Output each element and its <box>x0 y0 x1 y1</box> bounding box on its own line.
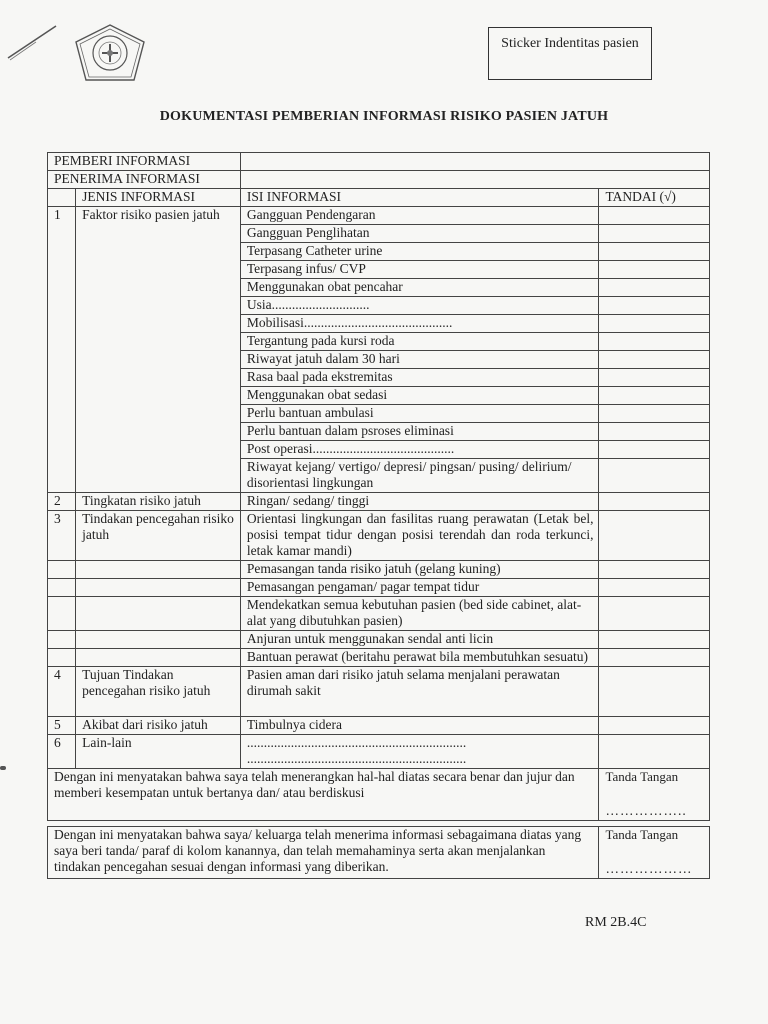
receiver-signature-cell[interactable] <box>599 827 710 879</box>
table-row <box>48 493 710 511</box>
patient-identity-sticker-box <box>488 27 652 80</box>
check-cell[interactable] <box>599 459 710 493</box>
info-item: Riwayat kejang/ vertigo/ depresi/ pingsan/ pusing/ delirium/ disorientasi lingkungan <box>240 459 599 493</box>
table-row <box>48 667 710 717</box>
table-row <box>48 735 710 769</box>
info-item: Pasien aman dari risiko jatuh selama menjalani perawatan dirumah sakit <box>240 667 599 717</box>
section-number: 5 <box>48 717 76 735</box>
info-item: Perlu bantuan dalam psroses eliminasi <box>240 423 599 441</box>
section-label: Tingkatan risiko jatuh <box>76 493 241 511</box>
signature-line: ……………… <box>605 861 693 876</box>
info-item: Usia............................. <box>240 297 599 315</box>
check-cell[interactable] <box>599 561 710 579</box>
section-number: 1 <box>48 207 76 493</box>
section-label: Tujuan Tindakan pencegahan risiko jatuh <box>76 667 241 717</box>
check-cell[interactable] <box>599 405 710 423</box>
info-item: Menggunakan obat sedasi <box>240 387 599 405</box>
check-cell[interactable] <box>599 225 710 243</box>
table-row <box>48 649 710 667</box>
receiver-declaration-row <box>48 827 710 879</box>
table-row <box>48 153 710 171</box>
check-cell[interactable] <box>599 717 710 735</box>
check-cell[interactable] <box>599 579 710 597</box>
check-cell[interactable] <box>599 631 710 649</box>
section-number: 6 <box>48 735 76 769</box>
dotted-line: ................................................................. <box>246 751 467 766</box>
pemberi-label: PEMBERI INFORMASI <box>48 153 241 171</box>
info-item: Mendekatkan semua kebutuhan pasien (bed side cabinet, alat-alat yang dibutuhkan pasien) <box>240 597 599 631</box>
penerima-label: PENERIMA INFORMASI <box>48 171 241 189</box>
check-cell[interactable] <box>599 207 710 225</box>
table-row <box>48 561 710 579</box>
info-item: Menggunakan obat pencahar <box>240 279 599 297</box>
document-title: DOKUMENTASI PEMBERIAN INFORMASI RISIKO PASIEN JATUH <box>159 109 609 124</box>
check-cell[interactable] <box>599 243 710 261</box>
penerima-field[interactable] <box>240 171 709 189</box>
signature-label: Tanda Tangan <box>605 827 679 842</box>
lain-lain-field[interactable] <box>240 735 599 769</box>
sticker-label: Sticker Indentitas pasien <box>501 36 639 51</box>
check-cell[interactable] <box>599 667 710 717</box>
info-item: Pemasangan tanda risiko jatuh (gelang kuning) <box>240 561 599 579</box>
receiver-declaration-text: Dengan ini menyatakan bahwa saya/ keluarga telah menerima informasi sebagaimana diatas yang saya beri tanda/ paraf di kolom kanannya, dan telah memahaminya serta akan menjalankan tindakan pencegahan sesuai dengan informasi yang diberikan. <box>48 827 599 879</box>
giver-declaration-row <box>48 769 710 821</box>
table-row <box>48 171 710 189</box>
info-item: Rasa baal pada ekstremitas <box>240 369 599 387</box>
check-cell[interactable] <box>599 297 710 315</box>
info-item: Gangguan Pendengaran <box>240 207 599 225</box>
pemberi-field[interactable] <box>240 153 709 171</box>
section-number: 4 <box>48 667 76 717</box>
signature-line: …………….. <box>605 803 687 818</box>
info-item: Pemasangan pengaman/ pagar tempat tidur <box>240 579 599 597</box>
info-item: Ringan/ sedang/ tinggi <box>240 493 599 511</box>
info-item: Bantuan perawat (beritahu perawat bila membutuhkan sesuatu) <box>240 649 599 667</box>
info-item: Terpasang Catheter urine <box>240 243 599 261</box>
info-item: Riwayat jatuh dalam 30 hari <box>240 351 599 369</box>
hospital-seal-icon <box>72 22 148 84</box>
info-item: Anjuran untuk menggunakan sendal anti licin <box>240 631 599 649</box>
signature-label: Tanda Tangan <box>605 769 679 784</box>
giver-signature-cell[interactable] <box>599 769 710 821</box>
table-header-row <box>48 189 710 207</box>
check-cell[interactable] <box>599 333 710 351</box>
info-item: Perlu bantuan ambulasi <box>240 405 599 423</box>
information-form-table <box>47 152 710 879</box>
check-cell[interactable] <box>599 351 710 369</box>
check-cell[interactable] <box>599 511 710 561</box>
table-row <box>48 207 710 225</box>
info-item: Mobilisasi............................................ <box>240 315 599 333</box>
info-item: Post operasi.......................................... <box>240 441 599 459</box>
check-cell[interactable] <box>599 493 710 511</box>
form-code: RM 2B.4C <box>585 915 647 930</box>
check-cell[interactable] <box>599 649 710 667</box>
scan-mark <box>0 766 6 770</box>
check-cell[interactable] <box>599 279 710 297</box>
table-row <box>48 511 710 561</box>
check-cell[interactable] <box>599 597 710 631</box>
table-row <box>48 631 710 649</box>
pen-mark-decoration <box>6 22 60 62</box>
info-item: Terpasang infus/ CVP <box>240 261 599 279</box>
section-label: Akibat dari risiko jatuh <box>76 717 241 735</box>
check-cell[interactable] <box>599 423 710 441</box>
info-item: Orientasi lingkungan dan fasilitas ruang perawatan (Letak bel, posisi tempat tidur dengan posisi terendah dan roda terkunci, letak kamar mandi) <box>240 511 599 561</box>
check-cell[interactable] <box>599 369 710 387</box>
check-cell[interactable] <box>599 261 710 279</box>
check-cell[interactable] <box>599 387 710 405</box>
jenis-header: JENIS INFORMASI <box>76 189 241 207</box>
dotted-line: ................................................................. <box>246 735 467 750</box>
table-row <box>48 579 710 597</box>
tandai-header: TANDAI (√) <box>599 189 710 207</box>
info-item: Gangguan Penglihatan <box>240 225 599 243</box>
no-header <box>48 189 76 207</box>
check-cell[interactable] <box>599 735 710 769</box>
check-cell[interactable] <box>599 315 710 333</box>
giver-declaration-text: Dengan ini menyatakan bahwa saya telah menerangkan hal-hal diatas secara benar dan jujur dan memberi kesempatan untuk bertanya dan/ atau berdiskusi <box>48 769 599 821</box>
section-number: 2 <box>48 493 76 511</box>
check-cell[interactable] <box>599 441 710 459</box>
table-row <box>48 597 710 631</box>
section-label: Tindakan pencegahan risiko jatuh <box>76 511 241 561</box>
info-item: Timbulnya cidera <box>240 717 599 735</box>
table-row <box>48 717 710 735</box>
isi-header: ISI INFORMASI <box>240 189 599 207</box>
section-label: Faktor risiko pasien jatuh <box>76 207 241 493</box>
section-label: Lain-lain <box>76 735 241 769</box>
info-item: Tergantung pada kursi roda <box>240 333 599 351</box>
section-number: 3 <box>48 511 76 561</box>
